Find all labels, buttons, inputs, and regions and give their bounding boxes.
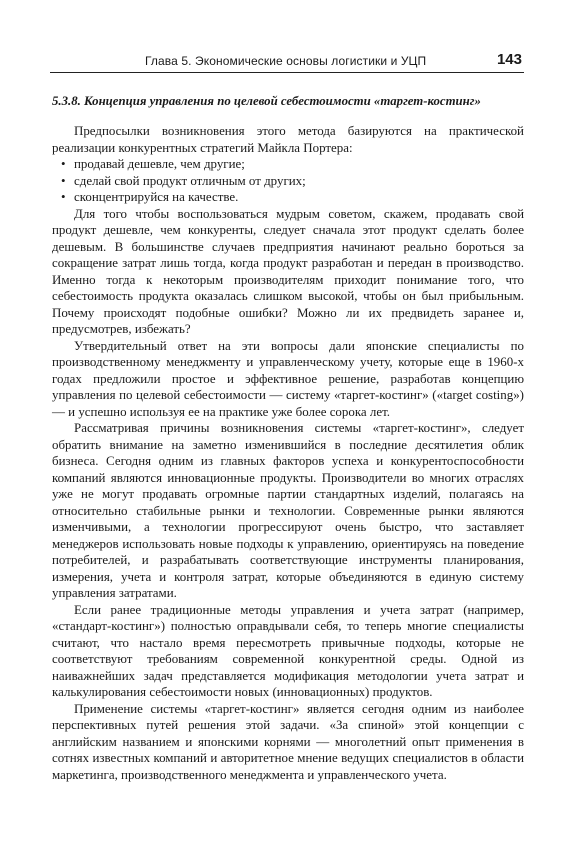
list-item-text: сделай свой продукт отличным от других; (74, 172, 306, 188)
paragraph: Если ранее традиционные методы управления и учета затрат (например, «стандарт-костинг») полностью оправдывали себя, то теперь многие специалисты считают, что настало время пересмотреть привычные подходы, которые не соответствуют требованиям современной конкурентной среды. Одной из наиважнейших задач представляется модификация методологии учета затрат и калькулирования себестоимости новых (инновационных) продуктов. (52, 601, 524, 699)
bullet-marker: • (61, 172, 66, 188)
list-item (52, 189, 524, 206)
running-header (50, 50, 524, 73)
bullet-marker: • (61, 156, 66, 171)
bullet-marker: • (61, 189, 66, 204)
list-item-text: сконцентрируйся на качестве. (74, 189, 239, 204)
list-item-text: продавай дешевле, чем другие; (74, 156, 245, 171)
section-heading: 5.3.8. Концепция управления по целевой себестоимости «таргет-костинг» (52, 94, 481, 108)
list-item (52, 156, 524, 173)
paragraph: Утвердительный ответ на эти вопросы дали японские специалисты по производственному менеджменту и управленческому учету, которые еще в 1960-х годах предложили простое и эффективное решение, разработав концепцию управления по целевой себестоимости — систему «таргет-костинг» («target costing») — и успешно используя ее на практике уже более сорока лет. (52, 337, 524, 419)
list-item (52, 173, 524, 190)
paragraph-intro: Предпосылки возникновения этого метода базируются на практической реализации конкурентных стратегий Майкла Портера: (52, 123, 524, 155)
paragraph: Применение системы «таргет-костинг» является сегодня одним из наиболее перспективных путей решения этой задачи. «За спиной» этой концепции с английским названием и японскими корнями — многолетний опыт применения в сотнях известных компаний и авторитетное мнение ведущих специалистов в области маркетинга, производственного менеджмента и управленческого учета. (52, 700, 524, 782)
paragraph: Рассматривая причины возникновения системы «таргет-костинг», следует обратить внимание на заметно изменившийся в последние десятилетия облик бизнеса. Сегодня одним из главных факторов успеха и конкурентоспособности компаний являются инновационные продукты. Производители во многих отраслях уже не могут продавать огромные партии стандартных изделий, полагаясь на относительно стабильные рынки и технологии. Современные рынки являются изменчивыми, а технологии прогрессируют очень быстро, что заставляет менеджеров использовать новые подходы к управлению, ориентируясь на поведение потребителей, и разрабатывать соответствующие инструменты планирования, измерения, учета и контроля затрат, которые объединяются в единую систему управления затратами. (52, 420, 524, 600)
page-number: 143 (496, 51, 522, 68)
paragraph: Для того чтобы воспользоваться мудрым советом, скажем, продавать свой продукт дешевле, чем конкуренты, следует сначала этот продукт сделать более дешевым. В большинстве случаев предприятия начинают реально бороться за сокращение затрат лишь тогда, когда продукт разработан и передан в производство. Именно тогда к некоторым производителям приходит понимание того, что себестоимость продукта оказалась слишком высокой, чтобы он был прибыльным. Почему происходят подобные ошибки? Можно ли их предвидеть заранее и, предусмотрев, избежать? (52, 205, 524, 336)
porter-strategies-list (52, 156, 524, 206)
page-body (52, 94, 524, 783)
chapter-title: Глава 5. Экономические основы логистики и УЦП (145, 54, 427, 68)
